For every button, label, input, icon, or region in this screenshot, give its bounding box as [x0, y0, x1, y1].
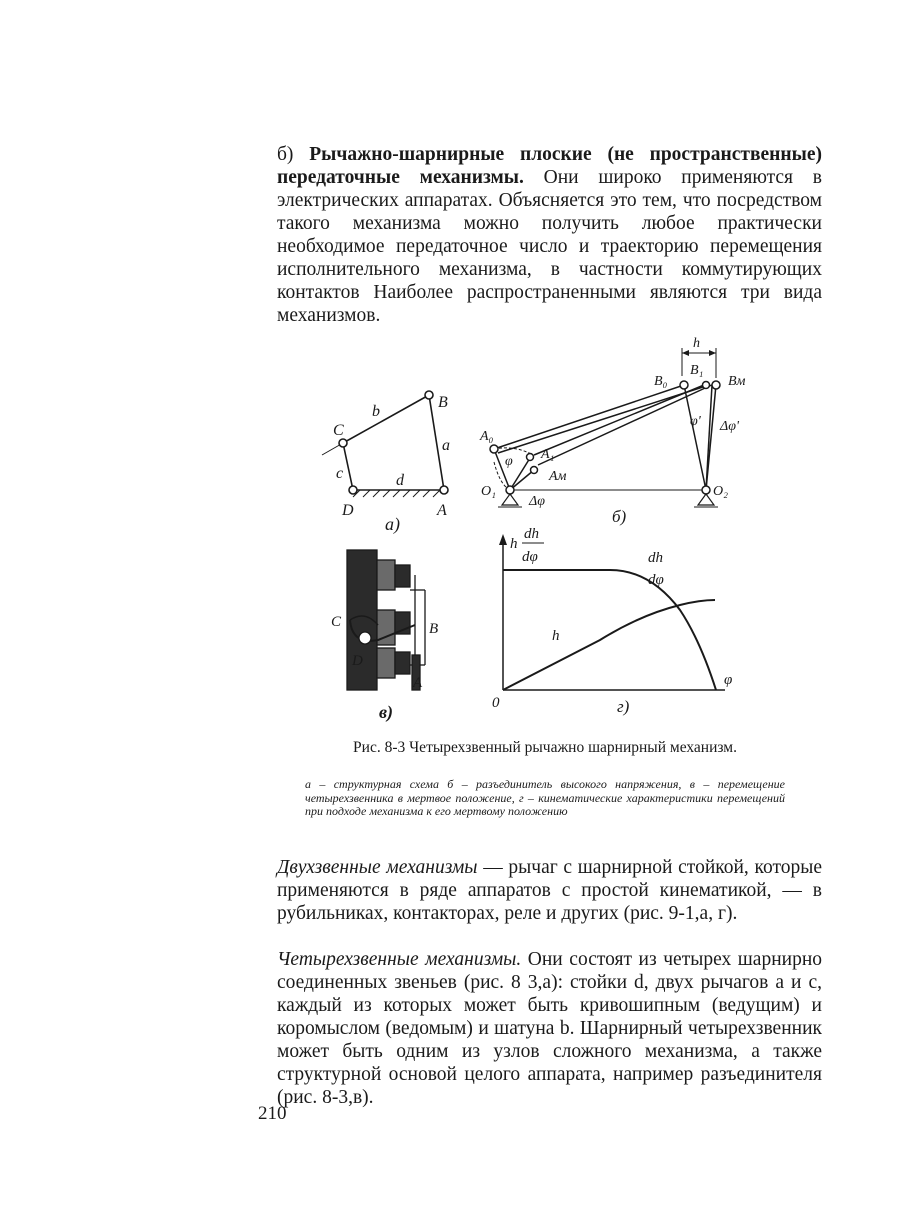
label-g-curve-dphi: dφ — [648, 572, 664, 588]
label-D: D — [342, 502, 354, 519]
label-A1: A₁ — [541, 447, 555, 462]
para2-body: — рычаг с шарнирной стойкой, которые применяются в ряде аппаратов с простой кинематикой, — в рубильниках, контакторах, реле и других (рис. 9-1,а, г). — [277, 857, 822, 924]
para2-lead: Двухзвенные механизмы — [277, 857, 478, 878]
figure-caption-body: а – структурная схема б – разъединитель высокого напряжения, в – перемещение четырехзвенника в мертвое положение, г – кинематические характеристики перемещений при подходе механизма к его мертвому положению — [305, 777, 785, 818]
para3-lead: Четырехзвенные механизмы. — [277, 949, 522, 970]
curve-dh-dphi — [503, 570, 716, 690]
label-delta-phi: Δφ — [529, 494, 545, 509]
label-g-dh: dh — [524, 526, 539, 542]
page-number: 210 — [258, 1103, 287, 1124]
label-v-D: D — [352, 653, 363, 669]
label-A0: A₀ — [480, 429, 494, 444]
label-v-C: C — [331, 614, 342, 630]
label-B0: B₀ — [654, 374, 668, 389]
para3-body: Они состоят из четырех шарнирно соединенных звеньев (рис. 8 3,а): стойки d, двух рычагов a и c, каждый из которых может быть кривошипным (ведущим) и коромыслом (ведомым) и шатуна b. Шарнирный четырехзвенник может быть одним из узлов сложного механизма, а также структурной основой целого аппарата, например разъединителя (рис. 8-3,в). — [277, 949, 823, 1108]
label-b: b — [372, 403, 380, 420]
label-c: c — [336, 465, 344, 482]
label-phi-prime: φ' — [690, 414, 701, 429]
label-v-A: A — [413, 675, 423, 691]
label-delta-phi-prime: Δφ' — [720, 419, 739, 434]
para1-lead: Рычажно-шарнирные плоские (не пространственные) передаточные механизмы. — [277, 144, 823, 188]
label-Am: Aм — [549, 469, 567, 484]
label-O2: O₂ — [713, 484, 728, 499]
paragraph-two-link — [277, 856, 822, 925]
label-Bm: Bм — [728, 374, 746, 389]
figure-g-labels — [492, 526, 732, 716]
caption-a: а) — [385, 514, 400, 534]
figure-v — [347, 550, 425, 690]
label-v-B: B — [429, 621, 439, 637]
label-g-curve-h: h — [552, 628, 560, 644]
label-a: a — [442, 437, 450, 454]
label-B1: B₁ — [690, 363, 704, 378]
label-h-top: h — [693, 336, 700, 351]
caption-v: в) — [379, 702, 394, 722]
caption-g: г) — [617, 697, 630, 716]
label-g-curve-dh: dh — [648, 550, 663, 566]
label-d: d — [396, 472, 404, 489]
caption-b: б) — [612, 507, 627, 526]
label-phi: φ — [505, 454, 513, 469]
label-B: B — [438, 394, 448, 411]
label-g-dphi: dφ — [522, 549, 538, 565]
label-g-h: h — [510, 536, 518, 552]
label-g-origin: 0 — [492, 695, 500, 711]
paragraph-four-link — [277, 948, 822, 1109]
figure-caption-title: Рис. 8-3 Четырехзвенный рычажно шарнирный механизм. — [353, 739, 737, 756]
label-A: A — [437, 502, 447, 519]
label-g-phi: φ — [724, 672, 733, 688]
figure-b — [490, 348, 720, 507]
label-C: C — [333, 422, 344, 439]
para1-prefix: б) — [277, 144, 310, 165]
para1-body: Они широко применяются в электрических аппаратах. Объясняется это тем, что посредством такого механизма можно получить любое практически необходимое передаточное число и траекторию перемещения исполнительного механизма, в частности коммутирующих контактов Наиболее распространенными являются три вида механизмов. — [277, 167, 822, 326]
label-O1: O₁ — [481, 484, 496, 499]
